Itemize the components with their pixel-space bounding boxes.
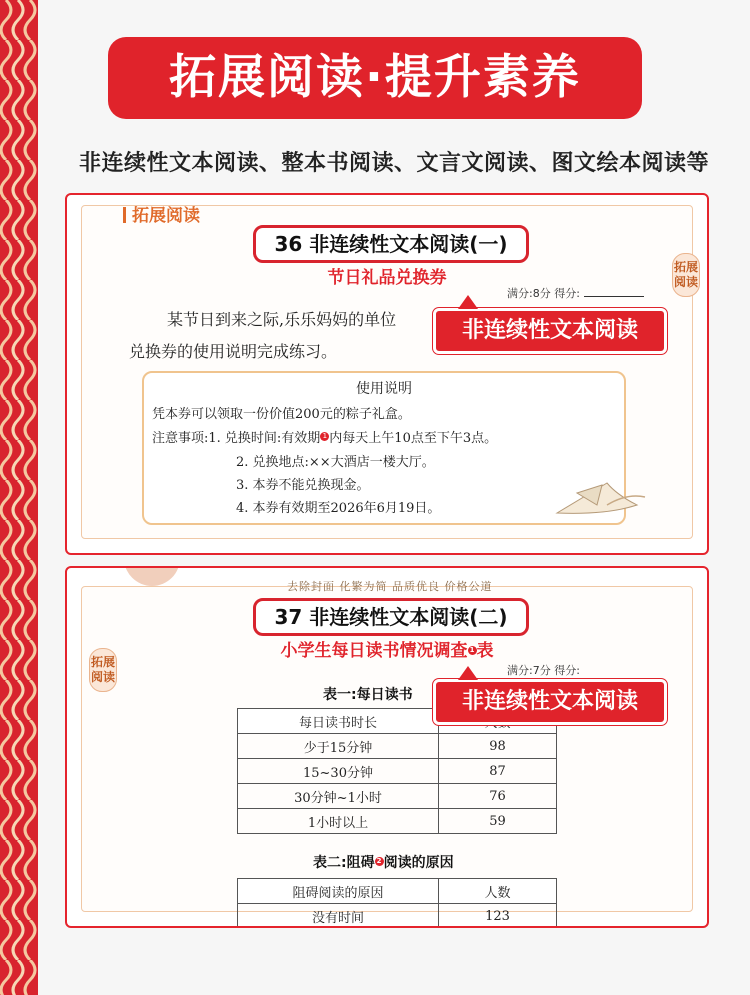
table-cell: 15~30分钟: [238, 759, 439, 784]
score-line: [507, 285, 644, 301]
zongzi-illustration: [547, 475, 647, 519]
table-cell: 76: [439, 784, 557, 809]
callout-text: 非连续性文本阅读: [461, 318, 638, 343]
notice-line-2a: 注意事项:1. 兑换时间:有效期: [152, 431, 321, 446]
header-cell: 人数: [439, 879, 557, 904]
title-banner: 拓展阅读·提升素养: [108, 37, 642, 119]
text-title-b: 表: [476, 641, 494, 661]
slogan-strip: 去除封面 化繁为简 品质优良 价格公道: [287, 580, 493, 593]
sample-page-2: [65, 566, 709, 928]
footnote-marker: 1: [468, 646, 477, 655]
callout-label: [433, 679, 667, 725]
notice-line-2: [152, 427, 497, 446]
table-cell: 123: [439, 904, 557, 929]
table-cell: 98: [439, 734, 557, 759]
callout-pointer: [458, 666, 478, 680]
table-row: [238, 904, 557, 929]
notice-line-2b: 内每天上午10点至下午3点。: [329, 431, 498, 446]
footnote-marker: 1: [320, 432, 329, 441]
tag-bar: [123, 207, 126, 223]
side-tab: 拓展阅读: [89, 648, 117, 692]
table2-caption-a: 表二:阻碍: [313, 855, 375, 871]
text-title-a: 小学生每日读书情况调查: [280, 641, 468, 661]
table-cell: 30分钟~1小时: [238, 784, 439, 809]
feature-subtitle: 非连续性文本阅读、整本书阅读、文言文阅读、图文绘本阅读等: [78, 151, 709, 176]
score-label: 满分:7分 得分:: [507, 664, 580, 677]
text-title: 节日礼品兑换券: [327, 268, 447, 288]
table-cell: 59: [439, 809, 557, 834]
body-line-1: 某节日到来之际,乐乐妈妈的单位: [167, 310, 397, 329]
header-cell: 阻碍阅读的原因: [238, 879, 439, 904]
callout-text: 非连续性文本阅读: [461, 689, 638, 714]
table-cell: 少于15分钟: [238, 734, 439, 759]
callout-pointer: [458, 295, 478, 309]
table-cell: 没有时间: [238, 904, 439, 929]
callout-label: [433, 308, 667, 354]
notice-line-1: 凭本券可以领取一份价值200元的粽子礼盒。: [152, 407, 411, 422]
body-line-2: 兑换券的使用说明完成练习。: [129, 342, 338, 361]
table-row: [238, 759, 557, 784]
table1-caption: 表一:每日读书: [323, 687, 413, 703]
notice-line-5: 4. 本券有效期至2026年6月19日。: [236, 501, 441, 516]
side-tab: 拓展阅读: [672, 253, 700, 297]
wavy-ribbon-pattern: [0, 0, 38, 995]
notice-line-3: 2. 兑换地点:××大酒店一楼大厅。: [236, 455, 435, 470]
notice-line-4: 3. 本券不能兑换现金。: [236, 478, 370, 493]
score-blank: [584, 296, 644, 297]
reading-time-table: [237, 708, 557, 834]
table-row: [238, 734, 557, 759]
table-cell: 87: [439, 759, 557, 784]
table-row: [238, 784, 557, 809]
footnote-marker: 2: [375, 857, 384, 866]
table-row: [238, 809, 557, 834]
lesson-heading: 37 非连续性文本阅读(二): [253, 598, 529, 636]
score-label: 满分:8分 得分:: [507, 287, 580, 300]
text-title: [217, 636, 557, 661]
lesson-heading: 36 非连续性文本阅读(一): [253, 225, 529, 263]
header-cell: 每日读书时长: [238, 709, 439, 734]
table-cell: 1小时以上: [238, 809, 439, 834]
table2-caption: [313, 852, 454, 872]
section-tag-label: 拓展阅读: [132, 206, 200, 226]
left-decorative-border: [0, 0, 38, 995]
score-line: [507, 662, 580, 678]
table2-caption-b: 阅读的原因: [383, 855, 454, 871]
table-header-row: [238, 879, 557, 904]
notice-title: 使用说明: [356, 381, 412, 397]
reading-obstacle-table: [237, 878, 557, 928]
seal-stamp-icon: [117, 566, 187, 588]
section-tag: [123, 201, 200, 226]
sample-page-1: [65, 193, 709, 555]
